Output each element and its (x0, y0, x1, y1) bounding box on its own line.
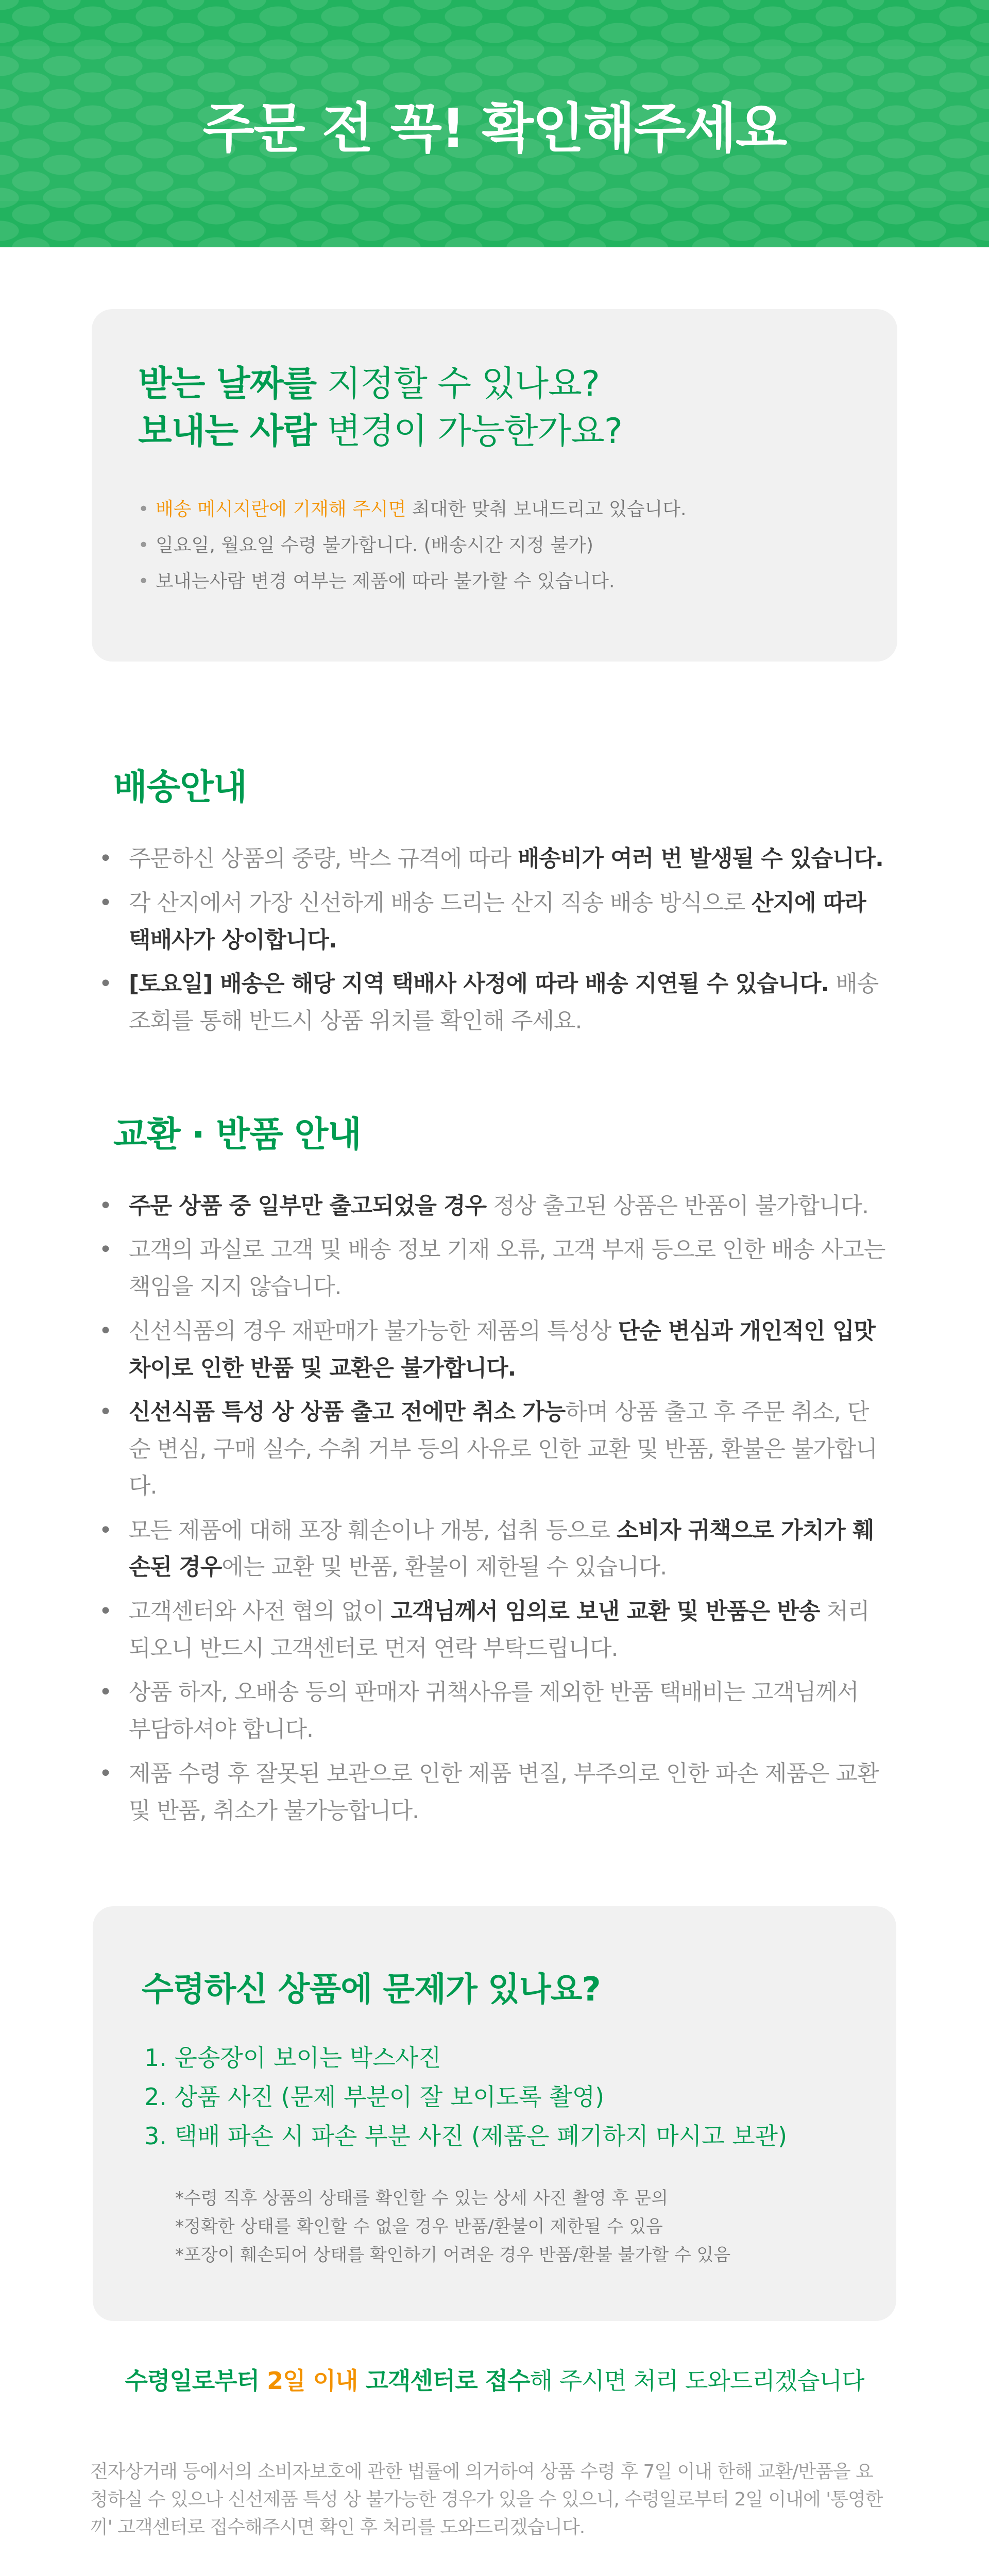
list-item: • 제품 수령 후 잘못된 보관으로 인한 제품 변질, 부주의로 인한 파손 제품은 교환 및 반품, 취소가 불가능합니다. (98, 1755, 886, 1829)
list-item: • 보내는사람 변경 여부는 제품에 따라 불가할 수 있습니다. (138, 564, 856, 600)
problem-title: 수령하신 상품에 문제가 있나요? (142, 1971, 601, 2009)
fine-print (90, 2458, 886, 2576)
list-item: • 고객의 과실로 고객 및 배송 정보 기재 오류, 고객 부재 등으로 인한 배송 사고는 책임을 지지 않습니다. (98, 1231, 886, 1305)
fine-print-paragraph (90, 2572, 886, 2576)
faq-question-sender: 보내는 사람 변경이 가능한가요? (138, 411, 622, 452)
page-title: 주문 전 꼭! 확인해주세요 (202, 97, 787, 160)
exchange-section (0, 1107, 989, 1829)
list-item: • 상품 하자, 오배송 등의 판매자 귀책사유를 제외한 반품 택배비는 고객님께서 부담하셔야 합니다. (98, 1674, 886, 1748)
faq-bullets (138, 492, 856, 600)
page-header (0, 0, 989, 247)
list-item: • 각 산지에서 가장 신선하게 배송 드리는 산지 직송 배송 방식으로 산지에 따라 택배사가 상이합니다. (98, 885, 886, 958)
list-item: • 고객센터와 사전 협의 없이 고객님께서 임의로 보낸 교환 및 반품은 반송 처리되오니 반드시 고객센터로 먼저 연락 부탁드립니다. (98, 1593, 886, 1667)
list-item: • 신선식품 특성 상 상품 출고 전에만 취소 가능하며 상품 출고 후 주문 취소, 단순 변심, 구매 실수, 수취 거부 등의 사유로 인한 교환 및 반품, 환불은 불가합니다. (98, 1394, 886, 1504)
delivery-section (0, 759, 989, 1040)
note: *포장이 훼손되어 상태를 확인하기 어려운 경우 반품/환불 불가할 수 있음 (175, 2245, 731, 2266)
note: *수령 직후 상품의 상태를 확인할 수 있는 상세 사진 촬영 후 문의 (175, 2188, 668, 2209)
list-item: 1. 운송장이 보이는 박스사진 (144, 2044, 441, 2072)
list-item: • 주문하신 상품의 중량, 박스 규격에 따라 배송비가 여러 번 발생될 수 있습니다. (98, 840, 886, 877)
faq-question-date: 받는 날짜를 지정할 수 있나요? (138, 364, 600, 404)
exchange-title: 교환 · 반품 안내 (113, 1114, 361, 1155)
problem-notes (175, 2184, 845, 2269)
exchange-list (98, 1188, 886, 1829)
problem-steps (142, 2039, 845, 2156)
list-item: • 주문 상품 중 일부만 출고되었을 경우 정상 출고된 상품은 반품이 불가합니다. (98, 1188, 886, 1225)
list-item: • 신선식품의 경우 재판매가 불가능한 제품의 특성상 단순 변심과 개인적인 입맛 차이로 인한 반품 및 교환은 불가합니다. (98, 1313, 886, 1386)
list-item: • 배송 메시지란에 기재해 주시면 최대한 맞춰 보내드리고 있습니다. (138, 492, 856, 528)
problem-box (93, 1906, 896, 2321)
list-item: 3. 택배 파손 시 파손 부분 사진 (제품은 폐기하지 마시고 보관) (144, 2122, 788, 2150)
list-item: 2. 상품 사진 (문제 부분이 잘 보이도록 촬영) (144, 2083, 605, 2111)
list-item: • [토요일] 배송은 해당 지역 택배사 사정에 따라 배송 지연될 수 있습니다. 배송조회를 통해 반드시 상품 위치를 확인해 주세요. (98, 965, 886, 1039)
note: *정확한 상태를 확인할 수 없을 경우 반품/환불이 제한될 수 있음 (175, 2216, 663, 2237)
list-item: • 일요일, 월요일 수령 불가합니다. (배송시간 지정 불가) (138, 528, 856, 564)
delivery-list (98, 840, 886, 1040)
delivery-title: 배송안내 (113, 767, 247, 808)
list-item: • 모든 제품에 대해 포장 훼손이나 개봉, 섭취 등으로 소비자 귀책으로 가치가 훼손된 경우에는 교환 및 반품, 환불이 제한될 수 있습니다. (98, 1512, 886, 1586)
contact-deadline-text: 수령일로부터 2일 이내 고객센터로 접수해 주시면 처리 도와드리겠습니다 (125, 2367, 864, 2395)
fine-print-paragraph: 전자상거래 등에서의 소비자보호에 관한 법률에 의거하여 상품 수령 후 7일 이내 한해 교환/반품을 요청하실 수 있으나 신선제품 특성 상 불가능한 경우가 있을 수 있으니, 수령일로부터 2일 이내에 '통영한끼' 고객센터로 접수해주시면 확인 후 처리를 도와드리겠습니다. (90, 2461, 883, 2538)
faq-box (92, 309, 897, 662)
